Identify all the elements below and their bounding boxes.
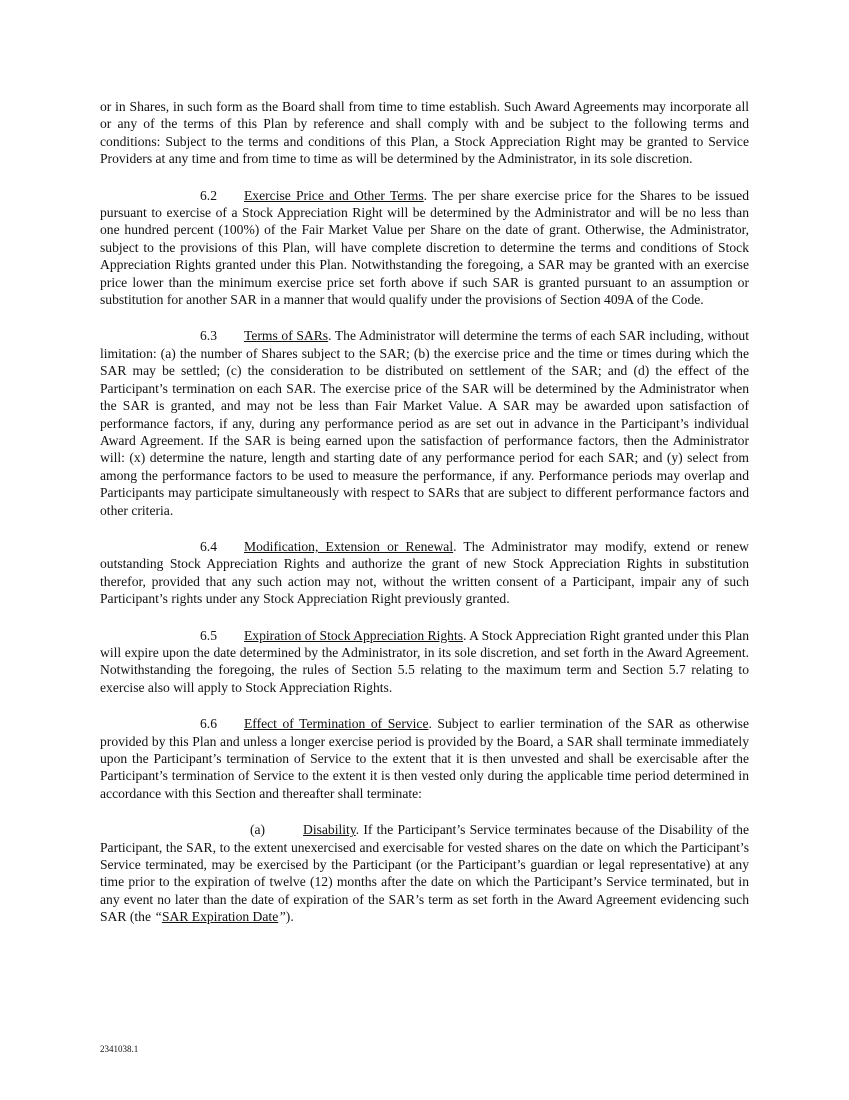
section-6-2	[100, 187, 749, 309]
defined-term: SAR Expiration Date	[161, 909, 279, 925]
section-text: . A Stock Appreciation Right granted under this Plan will expire upon the date determined by the Administrator, in its sole discretion, and set forth in the Award Agreement. Notwithstanding the foregoing, the rules of Section 5.5 relating to the maximum term and Section 5.7 relating to exercise also will apply to Stock Appreciation Rights.	[100, 627, 749, 695]
section-6-3	[100, 327, 749, 518]
section-6-4	[100, 538, 749, 608]
section-text: . The per share exercise price for the Shares to be issued pursuant to exercise of a Stock Appreciation Right will be determined by the Administrator and will be no less than one hundred percent (100%) of the Fair Market Value per Share on the date of grant. Otherwise, the Administrator, subject to the provisions of this Plan, will have complete discretion to determine the terms and conditions of Stock Appreciation Rights granted under this Plan. Notwithstanding the foregoing, a SAR may be granted with an exercise price lower than the minimum exercise price set forth above if such SAR is granted pursuant to an assumption or substitution for another SAR in a manner that would qualify under the provisions of Section 409A of the Code.	[100, 187, 749, 308]
section-number: 6.5	[200, 627, 217, 643]
section-text: . The Administrator may modify, extend or renew outstanding Stock Appreciation Rights and authorize the grant of new Stock Appreciation Rights in substitution therefor, provided that any such action may not, without the written consent of a Participant, impair any of such Participant’s rights under any Stock Appreciation Right previously granted.	[100, 538, 749, 607]
subsection-text: . If the Participant’s Service terminates because of the Disability of the Participant, the SAR, to the extent unexercised and exercisable for vested shares on the date on which the Participant’s Service terminated, may be exercised by the Participant (or the Participant’s guardian or legal representative) at any time prior to the expiration of twelve (12) months after the date on which the Participant’s Service terminated, but in any event no later than the date of expiration of the SAR’s term as set forth in the Award Agreement evidencing such SAR (the	[100, 822, 749, 925]
section-title: Terms of SARs	[244, 328, 329, 344]
section-number: 6.4	[200, 538, 217, 554]
subsection-end: ).	[285, 909, 294, 925]
section-number: 6.2	[200, 187, 217, 203]
section-title: Modification, Extension or Renewal	[244, 538, 454, 554]
intro-paragraph: or in Shares, in such form as the Board shall from time to time establish. Such Award Agreements may incorporate all or any of the terms of this Plan by reference and shall comply with and be subject to the following terms and conditions: Subject to the terms and conditions of this Plan, a Stock Appreciation Right may be granted to Service Providers at any time and from time to time as will be determined by the Administrator, in its sole discretion.	[100, 99, 749, 167]
section-title: Expiration of Stock Appreciation Rights	[244, 627, 464, 643]
section-title: Exercise Price and Other Terms	[244, 187, 424, 203]
subsection-title: Disability	[303, 822, 356, 838]
document-page	[100, 98, 749, 926]
section-title: Effect of Termination of Service	[244, 716, 429, 732]
section-text: . The Administrator will determine the terms of each SAR including, without limitation: (a) the number of Shares subject to the SAR; (b) the exercise price and the time or times during which the SAR may be settled; (c) the consideration to be distributed on settlement of the SAR; and (d) the effect of the Participant’s termination on each SAR. The exercise price of the SAR will be determined by the Administrator when the SAR is granted, and may not be less than Fair Market Value. A SAR may be awarded upon satisfaction of performance factors, if any, during any performance period as are set out in advance in the Participant’s individual Award Agreement. If the SAR is being earned upon the satisfaction of performance factors, then the Administrator will: (x) determine the nature, length and starting date of any performance period for each SAR; and (y) select from among the performance factors to be used to measure the performance, if any. Performance periods may overlap and Participants may participate simultaneously with respect to SARs that are subject to different performance factors and other criteria.	[100, 328, 749, 518]
quote-close: ”	[278, 909, 286, 925]
subsection-number: (a)	[250, 822, 266, 838]
section-number: 6.6	[200, 716, 217, 732]
subsection-a	[100, 821, 749, 925]
quote-open: “	[154, 909, 162, 925]
section-number: 6.3	[200, 328, 217, 344]
section-6-5	[100, 627, 749, 697]
document-footer-id: 2341038.1	[100, 1044, 139, 1054]
section-text: . Subject to earlier termination of the SAR as otherwise provided by this Plan and unless a longer exercise period is provided by the Board, a SAR shall terminate immediately upon the Participant’s termination of Service to the extent that it is then unvested and shall be exercisable after the Participant’s termination of Service to the extent it is then vested only during the applicable time period determined in accordance with this Section and thereafter shall terminate:	[100, 716, 749, 801]
section-6-6	[100, 715, 749, 802]
